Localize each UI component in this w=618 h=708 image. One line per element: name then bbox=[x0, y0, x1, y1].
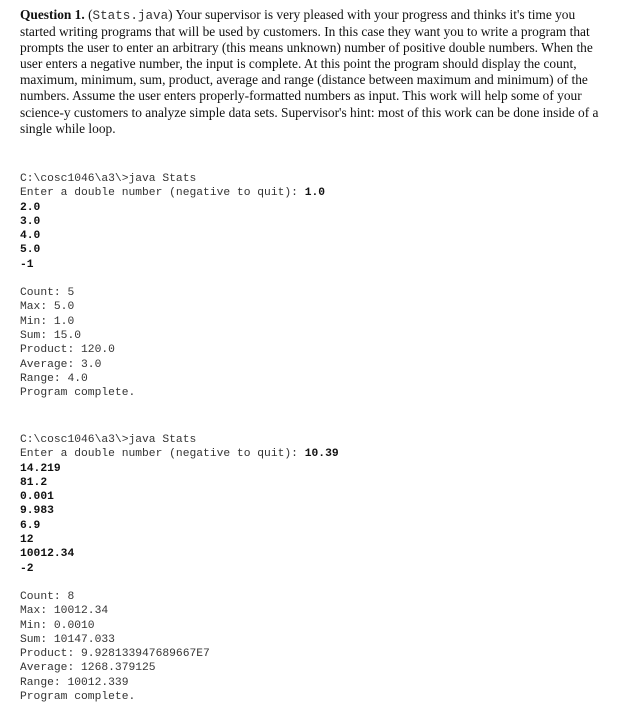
result-line: Count: 5 bbox=[20, 287, 75, 300]
question-text: Your supervisor is very pleased with your progress and thinks it's time you started writing programs that will be used by customers. In this case they want you to write a program that prompts the user to enter an arbitrary (this means unknown) number of positive double numbers. When the user enters a negative number, the input is complete. At this point the program should display the count, maximum, minimum, sum, product, average and range (distance between maximum and minimum) of the numbers. Assume the user enters properly-formatted numbers as input. This work will help some of your science-y customers to analyze simple data sets. Supervisor's hint: most of this work can be done inside of a single while loop. bbox=[20, 7, 599, 136]
result-line: Min: 0.0010 bbox=[20, 619, 95, 632]
result-line: Sum: 15.0 bbox=[20, 329, 82, 342]
prompt-text: Enter a double number (negative to quit): bbox=[20, 448, 305, 461]
question-paragraph bbox=[20, 7, 606, 137]
file-open-paren: ( bbox=[84, 7, 93, 22]
user-input: -2 bbox=[20, 562, 34, 575]
result-line: Program complete. bbox=[20, 387, 136, 400]
result-line: Range: 10012.339 bbox=[20, 676, 129, 689]
user-input: 10.39 bbox=[304, 448, 339, 461]
user-input: 2.0 bbox=[20, 201, 41, 214]
user-input: 9.983 bbox=[20, 505, 54, 518]
prompt-line bbox=[20, 186, 610, 200]
user-input: 5.0 bbox=[20, 244, 41, 257]
user-input: 10012.34 bbox=[20, 548, 75, 561]
user-input: 6.9 bbox=[20, 519, 41, 532]
user-input: 3.0 bbox=[20, 215, 41, 228]
blank-line bbox=[20, 272, 610, 286]
blank-line bbox=[20, 576, 610, 590]
result-line: Count: 8 bbox=[20, 590, 75, 603]
prompt-line bbox=[20, 447, 610, 461]
console-run-1 bbox=[20, 172, 610, 400]
console-run-2 bbox=[20, 433, 610, 704]
result-line: Average: 3.0 bbox=[20, 358, 102, 371]
file-name: Stats.java bbox=[92, 9, 169, 23]
result-line: Product: 120.0 bbox=[20, 344, 115, 357]
command-line: C:\cosc1046\a3\>java Stats bbox=[20, 173, 197, 185]
result-line: Product: 9.928133947689667E7 bbox=[20, 648, 210, 661]
result-line: Max: 5.0 bbox=[20, 301, 75, 314]
command-line: C:\cosc1046\a3\>java Stats bbox=[20, 434, 197, 446]
result-line: Min: 1.0 bbox=[20, 315, 75, 328]
user-input: -1 bbox=[20, 258, 34, 271]
user-input: 0.001 bbox=[20, 491, 54, 504]
user-input: 1.0 bbox=[304, 187, 326, 200]
user-input: 14.219 bbox=[20, 462, 61, 475]
prompt-text: Enter a double number (negative to quit): bbox=[20, 187, 305, 200]
result-line: Range: 4.0 bbox=[20, 372, 88, 385]
question-label: Question 1. bbox=[20, 7, 85, 22]
result-line: Sum: 10147.033 bbox=[20, 633, 115, 646]
result-line: Max: 10012.34 bbox=[20, 605, 109, 618]
user-input: 81.2 bbox=[20, 476, 48, 489]
result-line: Average: 1268.379125 bbox=[20, 662, 156, 675]
result-line: Program complete. bbox=[20, 691, 136, 704]
user-input: 12 bbox=[20, 534, 34, 547]
user-input: 4.0 bbox=[20, 230, 41, 243]
file-close-paren: ) bbox=[168, 7, 173, 22]
